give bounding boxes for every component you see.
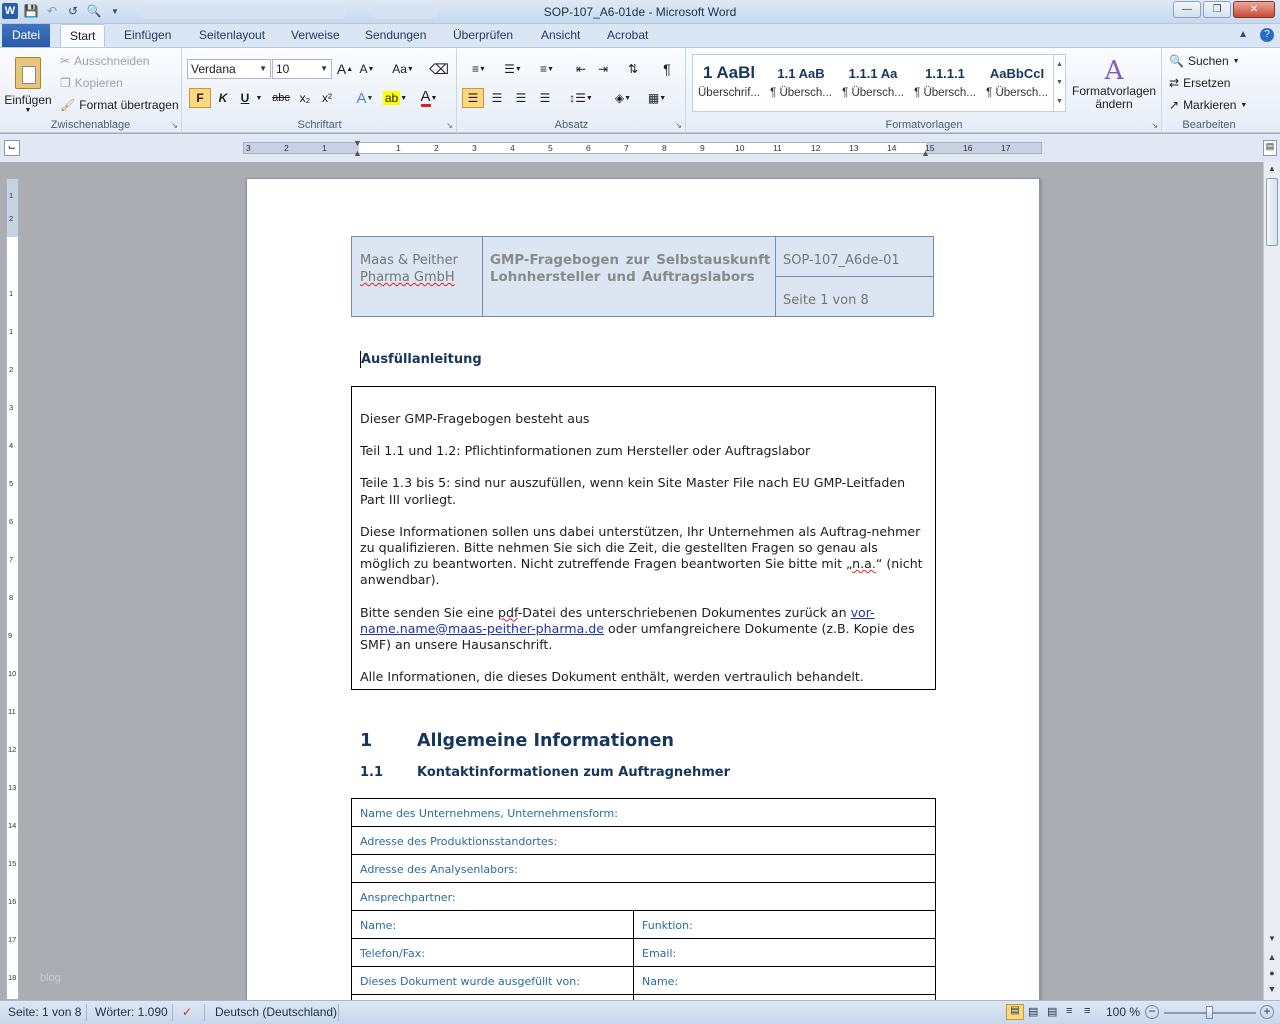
strikethrough-button[interactable]: abc — [272, 92, 290, 104]
word-logo-icon[interactable]: W — [2, 3, 18, 19]
copy-button[interactable]: ❐ Kopieren — [60, 76, 123, 90]
tab-acrobat[interactable]: Acrobat — [607, 28, 649, 42]
document-title: GMP-Fragebogen zur Selbstauskunft Lohnhersteller und Auftragslabors — [490, 253, 771, 285]
close-button[interactable]: ✕ — [1233, 1, 1275, 18]
instructions-paragraph: Teil 1.1 und 1.2: Pflichtinformationen zum Hersteller oder Auftragslabor — [360, 443, 811, 459]
form-row[interactable]: Name: Funktion: — [352, 911, 935, 939]
sort-icon[interactable]: ⇅ — [627, 62, 639, 76]
window-controls — [1173, 1, 1275, 18]
ribbon-right-controls — [1238, 29, 1274, 42]
form-row[interactable]: Telefon/Fax: Email: — [352, 939, 935, 967]
find-button[interactable]: 🔍 Suchen ▼ — [1169, 54, 1240, 68]
tab-datei[interactable]: Datei — [2, 24, 50, 48]
instructions-heading: Ausfüllanleitung — [361, 352, 482, 367]
paragraph-launcher-icon[interactable]: ↘ — [675, 121, 682, 130]
more-styles-icon[interactable]: ▼ — [1056, 98, 1063, 106]
line-spacing-icon[interactable]: ↕☰ ▼ — [569, 91, 593, 105]
styles-gallery — [692, 54, 1066, 112]
company-name: Maas & Peither Pharma GmbH — [360, 253, 458, 285]
borders-icon[interactable]: ▦ ▼ — [647, 91, 667, 105]
scroll-up-icon[interactable]: ▲ — [1056, 60, 1063, 68]
tab-ansicht[interactable]: Ansicht — [541, 28, 581, 42]
tab-einfuegen[interactable]: Einfügen — [124, 28, 172, 42]
minimize-ribbon-icon[interactable]: ▲ — [1238, 29, 1248, 40]
window-title: SOP-107_A6-01de - Microsoft Word — [543, 5, 737, 19]
save-icon[interactable]: 💾 — [23, 4, 39, 18]
view-ruler-icon[interactable]: ▤ — [1263, 140, 1277, 156]
align-left-icon[interactable]: ☰ — [462, 88, 484, 108]
right-indent-marker[interactable]: ▲ — [921, 148, 930, 158]
style-heading-3[interactable]: 1.1.1 Aa ¶ Übersch... — [842, 66, 904, 99]
font-size-select[interactable]: 10 ▼ — [272, 59, 332, 79]
form-row[interactable]: Adresse des Analysenlabors: — [352, 855, 935, 883]
superscript-button[interactable]: x² — [322, 91, 332, 105]
form-row[interactable]: Adresse des Produktionsstandortes: — [352, 827, 935, 855]
replace-icon: ⇄ — [1169, 76, 1180, 90]
scroll-up-icon[interactable]: ▲ — [1268, 164, 1276, 173]
align-right-icon[interactable]: ☰ — [515, 91, 527, 105]
clipboard-launcher-icon[interactable]: ↘ — [171, 121, 178, 130]
decrease-indent-icon[interactable]: ⇤ — [575, 62, 587, 76]
font-launcher-icon[interactable]: ↘ — [446, 121, 453, 130]
zoom-in-icon[interactable]: + — [1260, 1005, 1274, 1019]
clear-formatting-icon[interactable]: ⌫ — [429, 60, 449, 77]
ruler-row — [0, 134, 1280, 162]
status-divider — [86, 1004, 87, 1021]
style-heading-4[interactable]: 1.1.1.1 ¶ Übersch... — [914, 66, 976, 99]
section-heading-1: 1 Allgemeine Informationen — [360, 731, 674, 751]
instructions-paragraph: Teile 1.3 bis 5: sind nur auszufüllen, wenn kein Site Master File nach EU GMP-Leitfaden Part III vorliegt. — [360, 475, 906, 507]
increase-indent-icon[interactable]: ⇥ — [597, 62, 609, 76]
align-center-icon[interactable]: ☰ — [491, 91, 503, 105]
draft-view-icon[interactable]: ≡ — [1084, 1005, 1091, 1017]
change-case-button[interactable]: Aa ▼ — [392, 62, 414, 76]
editing-group — [1163, 48, 1255, 133]
left-indent-marker[interactable]: ▲ — [353, 148, 362, 158]
status-divider — [338, 1004, 339, 1021]
subscript-button[interactable]: x₂ — [299, 91, 311, 105]
minimize-button[interactable]: — — [1173, 1, 1201, 18]
document-id: SOP-107_A6de-01 — [783, 253, 900, 268]
paste-button[interactable]: Einfügen ▼ — [4, 52, 52, 118]
style-heading-2[interactable]: 1.1 AaB ¶ Übersch... — [770, 66, 832, 99]
text-effects-icon[interactable]: A ▼ — [356, 89, 374, 107]
scroll-down-icon[interactable]: ▼ — [1056, 79, 1063, 87]
paragraph-group — [458, 48, 686, 133]
styles-scroll[interactable] — [1053, 55, 1065, 111]
font-color-icon[interactable]: A ▼ — [420, 87, 438, 105]
format-painter-button[interactable]: 🖌 Format übertragen — [60, 98, 179, 112]
tab-sendungen[interactable]: Sendungen — [365, 28, 427, 42]
customize-toolbar-icon[interactable]: ▼ — [111, 6, 119, 16]
numbering-icon[interactable]: ☰ ▼ — [504, 62, 522, 76]
page-indicator: Seite 1 von 8 — [783, 293, 869, 308]
scroll-down-icon[interactable]: ▼ — [1268, 934, 1276, 943]
ribbon — [0, 47, 1280, 133]
shading-icon[interactable]: ◈ ▼ — [614, 91, 632, 105]
instructions-paragraph: Alle Informationen, die dieses Dokument enthält, werden vertraulich behandelt. — [360, 669, 864, 685]
page-count[interactable]: Seite: 1 von 8 — [8, 1005, 82, 1019]
styles-launcher-icon[interactable]: ↘ — [1151, 121, 1158, 130]
font-family-select[interactable]: Verdana ▼ — [187, 59, 271, 79]
styles-group-label: Formatvorlagen — [885, 119, 963, 131]
font-group — [183, 48, 457, 133]
first-line-indent-marker[interactable]: ▼ — [353, 138, 362, 148]
document-page[interactable] — [246, 178, 1040, 1008]
vertical-ruler[interactable]: 1 2 1 1 2 3 4 5 6 7 8 9 10 11 12 13 14 15 16 17 18 — [6, 178, 19, 1000]
show-formatting-button[interactable]: ¶ — [663, 61, 671, 77]
underline-dropdown-icon[interactable]: ▼ — [255, 94, 263, 102]
select-button[interactable]: ↗ Markieren ▼ — [1169, 98, 1248, 112]
instructions-paragraph: Diese Informationen sollen uns dabei unterstützen, Ihr Unternehmen als Auftrag-nehmer zu qualifizieren. Bitte nehmen Sie sich die Zeit, die gestellten Fragen so genau als möglich zu beantworten. Nicht zutreffende Fragen beantworten Sie bitte mit „n.a.“ (nicht anwendbar). — [360, 523, 923, 588]
horizontal-ruler[interactable] — [243, 138, 1042, 158]
copy-icon: ❐ — [60, 76, 71, 90]
tab-seitenlayout[interactable]: Seitenlayout — [199, 28, 266, 42]
browse-object-icon[interactable]: ▲ — [1267, 952, 1277, 962]
instructions-paragraph: Dieser GMP-Fragebogen besteht aus — [360, 411, 590, 426]
clipboard-group — [0, 48, 182, 133]
help-icon[interactable]: ? — [1260, 28, 1274, 42]
underline-button[interactable]: U — [240, 91, 250, 105]
full-screen-view-icon[interactable]: ▤ — [1028, 1006, 1039, 1018]
tab-selector-icon[interactable]: ⌙ — [4, 140, 20, 156]
form-row[interactable]: Ansprechpartner: — [352, 883, 935, 911]
highlight-icon[interactable]: ab ▼ — [384, 91, 408, 105]
print-layout-view-icon[interactable]: ▤ — [1006, 1004, 1024, 1020]
status-bar — [0, 1000, 1280, 1024]
language-indicator[interactable]: Deutsch (Deutschland) — [215, 1005, 338, 1019]
email-link[interactable]: vor-name.name@maas-peither-pharma.de — [360, 604, 875, 636]
proofing-icon[interactable]: ✓ — [182, 1005, 193, 1019]
tab-start[interactable]: Start — [60, 24, 105, 48]
brush-icon: 🖌 — [60, 98, 76, 112]
tab-ueberpruefen[interactable]: Überprüfen — [453, 28, 514, 42]
maximize-button[interactable]: ❐ — [1203, 1, 1231, 18]
status-divider — [204, 1004, 205, 1021]
cell-divider — [633, 967, 634, 994]
browse-next-icon[interactable]: ▼ — [1267, 984, 1277, 994]
header-table — [351, 236, 934, 317]
binoculars-icon: 🔍 — [1169, 54, 1184, 68]
justify-icon[interactable]: ☰ — [539, 91, 551, 105]
vertical-scrollbar[interactable] — [1263, 162, 1280, 1000]
style-heading-5[interactable]: AaBbCcI ¶ Übersch... — [986, 66, 1048, 99]
font-group-label: Schriftart — [297, 119, 342, 131]
undo-icon[interactable]: ↶ — [46, 4, 58, 18]
header-divider — [482, 237, 483, 316]
form-row[interactable]: Dieses Dokument wurde ausgefüllt von: Name: — [352, 967, 935, 995]
outline-view-icon[interactable]: ≡ — [1066, 1005, 1073, 1017]
scroll-thumb[interactable] — [1266, 178, 1278, 246]
paragraph-group-label: Absatz — [554, 119, 589, 131]
contact-form-table — [351, 798, 936, 1008]
cursor-icon: ↗ — [1169, 98, 1180, 112]
instructions-box — [351, 386, 936, 690]
bold-button[interactable]: F — [189, 88, 211, 108]
form-row[interactable]: Name des Unternehmens, Unternehmensform: — [352, 799, 935, 827]
change-styles-icon: A — [1104, 56, 1124, 86]
tab-verweise[interactable]: Verweise — [291, 28, 340, 42]
title-bar — [0, 0, 1280, 24]
scissors-icon: ✂ — [60, 54, 71, 68]
cell-divider — [633, 911, 634, 938]
replace-button[interactable]: ⇄ Ersetzen — [1169, 76, 1231, 90]
header-divider — [776, 276, 933, 277]
clipboard-group-label: Zwischenablage — [50, 119, 131, 131]
instructions-paragraph: Bitte senden Sie eine pdf-Datei des unterschriebenen Dokumentes zurück an vor-name.name@maas-peither-pharma.de oder umfangreichere Dokumente (z.B. Kopie des SMF) an unsere Hausanschrift. — [360, 604, 915, 653]
grow-font-button[interactable]: A ▲ — [336, 61, 354, 77]
clipboard-icon — [15, 57, 41, 89]
zoom-out-icon[interactable]: − — [1145, 1005, 1159, 1019]
zoom-level[interactable]: 100 % — [1106, 1005, 1141, 1019]
editing-group-label: Bearbeiten — [1182, 119, 1236, 131]
multilevel-list-icon[interactable]: ≡ ▼ — [540, 62, 554, 76]
section-heading-1-1: 1.1 Kontaktinformationen zum Auftragnehmer — [360, 765, 731, 780]
italic-button[interactable]: K — [218, 91, 228, 105]
redo-icon[interactable]: ↺ — [67, 4, 79, 18]
zoom-slider-thumb[interactable] — [1206, 1006, 1213, 1019]
browse-select-icon[interactable]: ● — [1269, 968, 1275, 978]
bullets-icon[interactable]: ≡ ▼ — [472, 62, 486, 76]
company-line-2: Pharma GmbH — [360, 270, 455, 285]
cell-divider — [633, 939, 634, 966]
ribbon-tabs — [0, 24, 1280, 48]
word-count[interactable]: Wörter: 1.090 — [95, 1005, 168, 1019]
change-styles-button[interactable]: A Formatvorlagen ändern — [1071, 56, 1157, 111]
cut-button[interactable]: ✂ Ausschneiden — [60, 54, 150, 68]
style-heading-1[interactable]: 1 AaBl Überschrif... — [698, 63, 760, 99]
print-preview-icon[interactable]: 🔍 — [86, 4, 102, 18]
watermark-label: blog — [40, 972, 61, 984]
status-divider — [172, 1004, 173, 1021]
ruler-top-margin — [7, 179, 18, 237]
web-layout-view-icon[interactable]: ▤ — [1047, 1006, 1058, 1018]
shrink-font-button[interactable]: A ▼ — [359, 62, 375, 76]
ruler-numbers: 3 2 1 1 2 3 4 5 6 7 8 9 10 11 12 13 14 15 16 17 — [246, 143, 1011, 153]
